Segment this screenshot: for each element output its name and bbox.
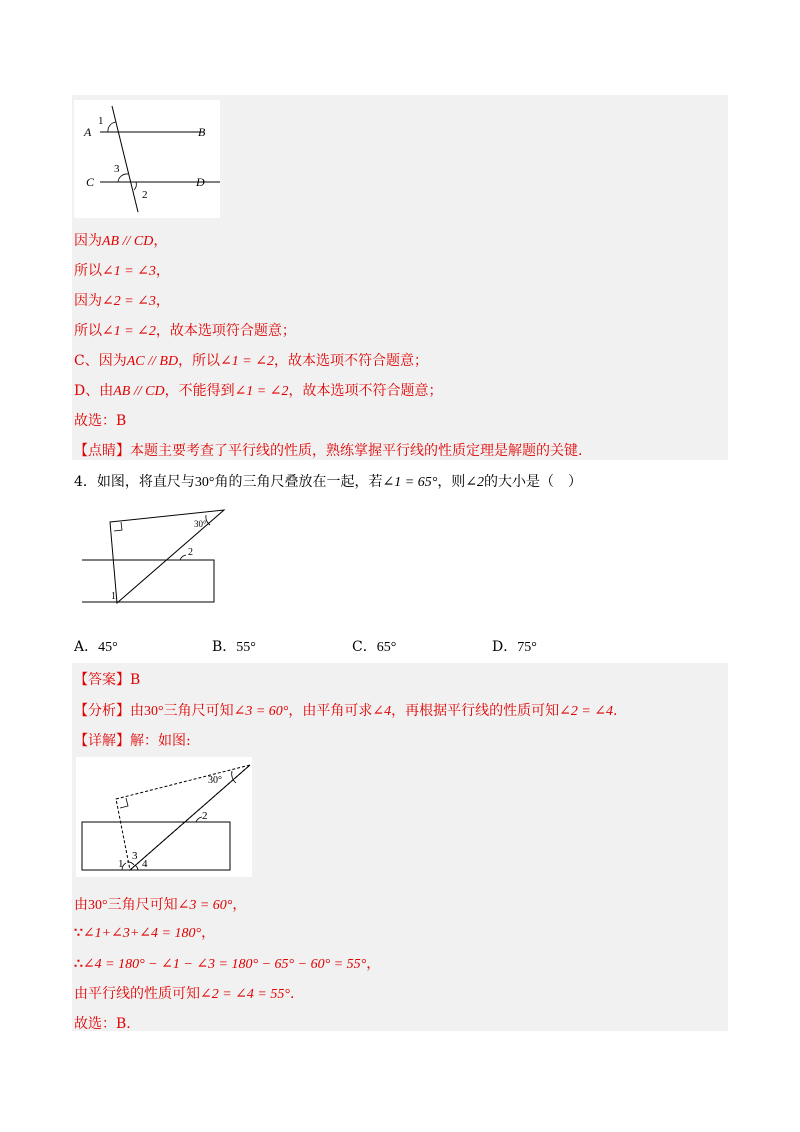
angle-label-3: 3 bbox=[132, 850, 138, 862]
angle-label-30: 30° bbox=[194, 519, 207, 529]
question-4: 4．如图，将直尺与30°角的三角尺叠放在一起，若∠1 = 65°，则∠2的大小是（ ） bbox=[74, 474, 583, 490]
label-C: C bbox=[86, 175, 95, 189]
angle-label-2: 2 bbox=[188, 547, 193, 558]
solution-figure bbox=[76, 757, 252, 877]
option-d: D．75° bbox=[492, 639, 537, 655]
final-choice: 故选：B. bbox=[74, 1016, 131, 1032]
detail-heading: 【详解】解：如图: bbox=[74, 733, 191, 749]
parallel-lines-figure bbox=[74, 100, 220, 218]
angle-label-4: 4 bbox=[142, 858, 148, 870]
because-symbol: ∵ bbox=[74, 925, 83, 941]
angle-label-2: 2 bbox=[202, 810, 208, 822]
solution-line: 由30°三角尺可知∠3 = 60°， bbox=[74, 897, 247, 913]
option-a: A．45° bbox=[74, 639, 118, 655]
answer: 【答案】B bbox=[74, 672, 141, 688]
solution-line: 所以∠1 = ∠3， bbox=[74, 263, 170, 279]
key-point: 【点睛】本题主要考查了平行线的性质，熟练掌握平行线的性质定理是解题的关键. bbox=[74, 443, 583, 459]
final-choice: 故选：B bbox=[74, 413, 127, 429]
option-b: B．55° bbox=[212, 639, 256, 655]
solution-line: 由平行线的性质可知∠2 = ∠4 = 55°. bbox=[74, 986, 295, 1002]
solution-line: 因为AB // CD， bbox=[74, 233, 168, 249]
label-B: B bbox=[198, 125, 206, 139]
angle-label-1: 1 bbox=[118, 858, 124, 870]
angle-label-2: 2 bbox=[142, 189, 148, 201]
angle-label-1: 1 bbox=[111, 591, 116, 602]
ruler-triangle-figure bbox=[76, 505, 226, 607]
solution-line: ∵∠1+∠3+∠4 = 180°， bbox=[74, 925, 216, 941]
angle-label-30: 30° bbox=[208, 775, 222, 786]
option-c-analysis: C、因为AC // BD，所以∠1 = ∠2，故本选项不符合题意； bbox=[74, 353, 428, 369]
angle-label-3: 3 bbox=[114, 163, 120, 175]
solution-line: ∴∠4 = 180° − ∠1 − ∠3 = 180° − 65° − 60° = 55°， bbox=[74, 956, 381, 972]
option-d-analysis: D、由AB // CD，不能得到∠1 = ∠2，故本选项不符合题意； bbox=[74, 383, 443, 399]
therefore-symbol: ∴ bbox=[74, 956, 83, 972]
analysis: 【分析】由30°三角尺可知∠3 = 60°，由平角可求∠4，再根据平行线的性质可知∠2 = ∠4. bbox=[74, 703, 618, 719]
solution-line: 所以∠1 = ∠2，故本选项符合题意； bbox=[74, 323, 296, 339]
solution-line: 因为∠2 = ∠3， bbox=[74, 293, 170, 309]
angle-label-1: 1 bbox=[98, 115, 104, 127]
label-D: D bbox=[196, 175, 205, 189]
option-c: C．65° bbox=[352, 639, 397, 655]
label-A: A bbox=[84, 125, 92, 139]
